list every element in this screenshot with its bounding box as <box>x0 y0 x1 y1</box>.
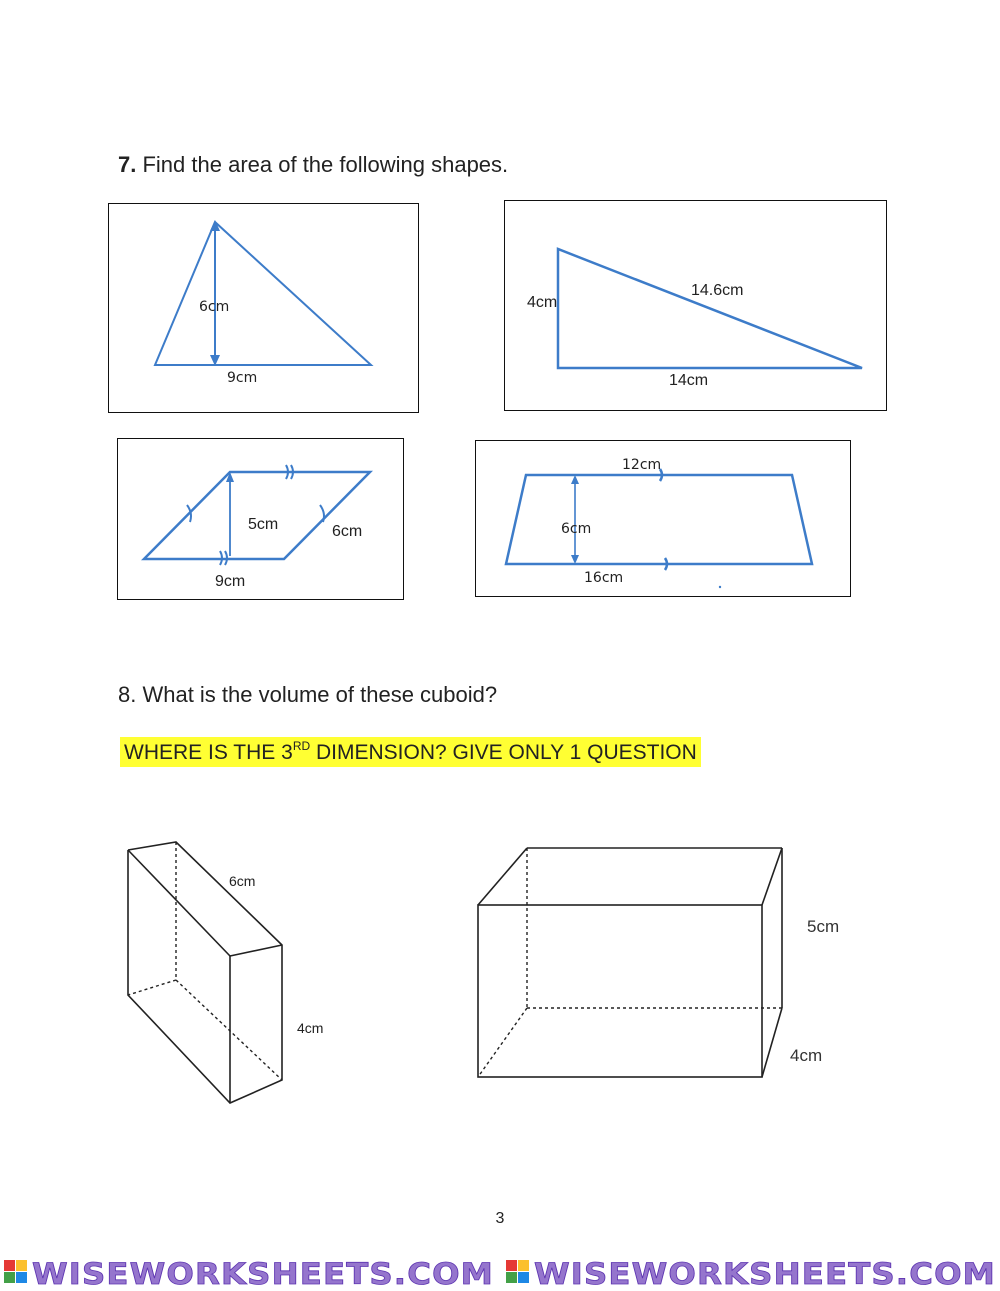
right-triangle-base-label: 14cm <box>669 372 709 389</box>
triangle-figure <box>108 203 419 413</box>
note-text-part2: DIMENSION? GIVE ONLY 1 QUESTION <box>310 741 697 764</box>
right-cuboid-height-label: 5cm <box>807 917 840 936</box>
right-cuboid-diagram <box>470 840 860 1085</box>
brand-text-2: WISEWORKSHEETS.COM <box>534 1257 996 1291</box>
right-triangle-figure <box>504 200 887 411</box>
teacher-note-highlight <box>120 737 701 767</box>
trapezium-diagram <box>476 441 852 598</box>
left-cuboid-height-label: 4cm <box>297 1020 324 1036</box>
left-cuboid-diagram <box>120 835 350 1115</box>
parallelogram-height-label: 5cm <box>248 516 279 533</box>
question-7-number: 7. <box>118 152 137 177</box>
triangle-height-label: 6cm <box>199 299 230 315</box>
note-superscript: RD <box>292 739 311 753</box>
trapezium-figure <box>475 440 851 597</box>
brand-logo-icon-2 <box>506 1260 529 1283</box>
trapezium-height-label: 6cm <box>561 521 592 537</box>
trapezium-top-label: 12cm <box>622 457 662 473</box>
question-7 <box>118 152 508 178</box>
right-triangle-hypotenuse-label: 14.6cm <box>691 282 744 299</box>
question-8-text: 8. What is the volume of these cuboid? <box>118 682 498 707</box>
brand-logo-icon <box>4 1260 27 1283</box>
parallelogram-diagram <box>118 439 405 601</box>
page-number: 3 <box>495 1210 505 1227</box>
right-cuboid-depth-label: 4cm <box>790 1046 823 1065</box>
right-triangle-height-label: 4cm <box>527 294 558 311</box>
right-triangle-diagram <box>505 201 888 412</box>
trapezium-bottom-label: 16cm <box>584 570 624 586</box>
parallelogram-base-label: 9cm <box>215 573 246 590</box>
note-text-part1: WHERE IS THE 3 <box>124 741 293 764</box>
question-7-text: Find the area of the following shapes. <box>142 152 509 177</box>
left-cuboid-depth-label: 6cm <box>229 873 256 889</box>
triangle-diagram <box>109 204 420 414</box>
triangle-base-label: 9cm <box>227 370 258 386</box>
brand-text-1: WISEWORKSHEETS.COM <box>32 1257 494 1291</box>
footer-branding <box>0 1255 1000 1291</box>
parallelogram-side-label: 6cm <box>332 523 363 540</box>
parallelogram-figure <box>117 438 404 600</box>
